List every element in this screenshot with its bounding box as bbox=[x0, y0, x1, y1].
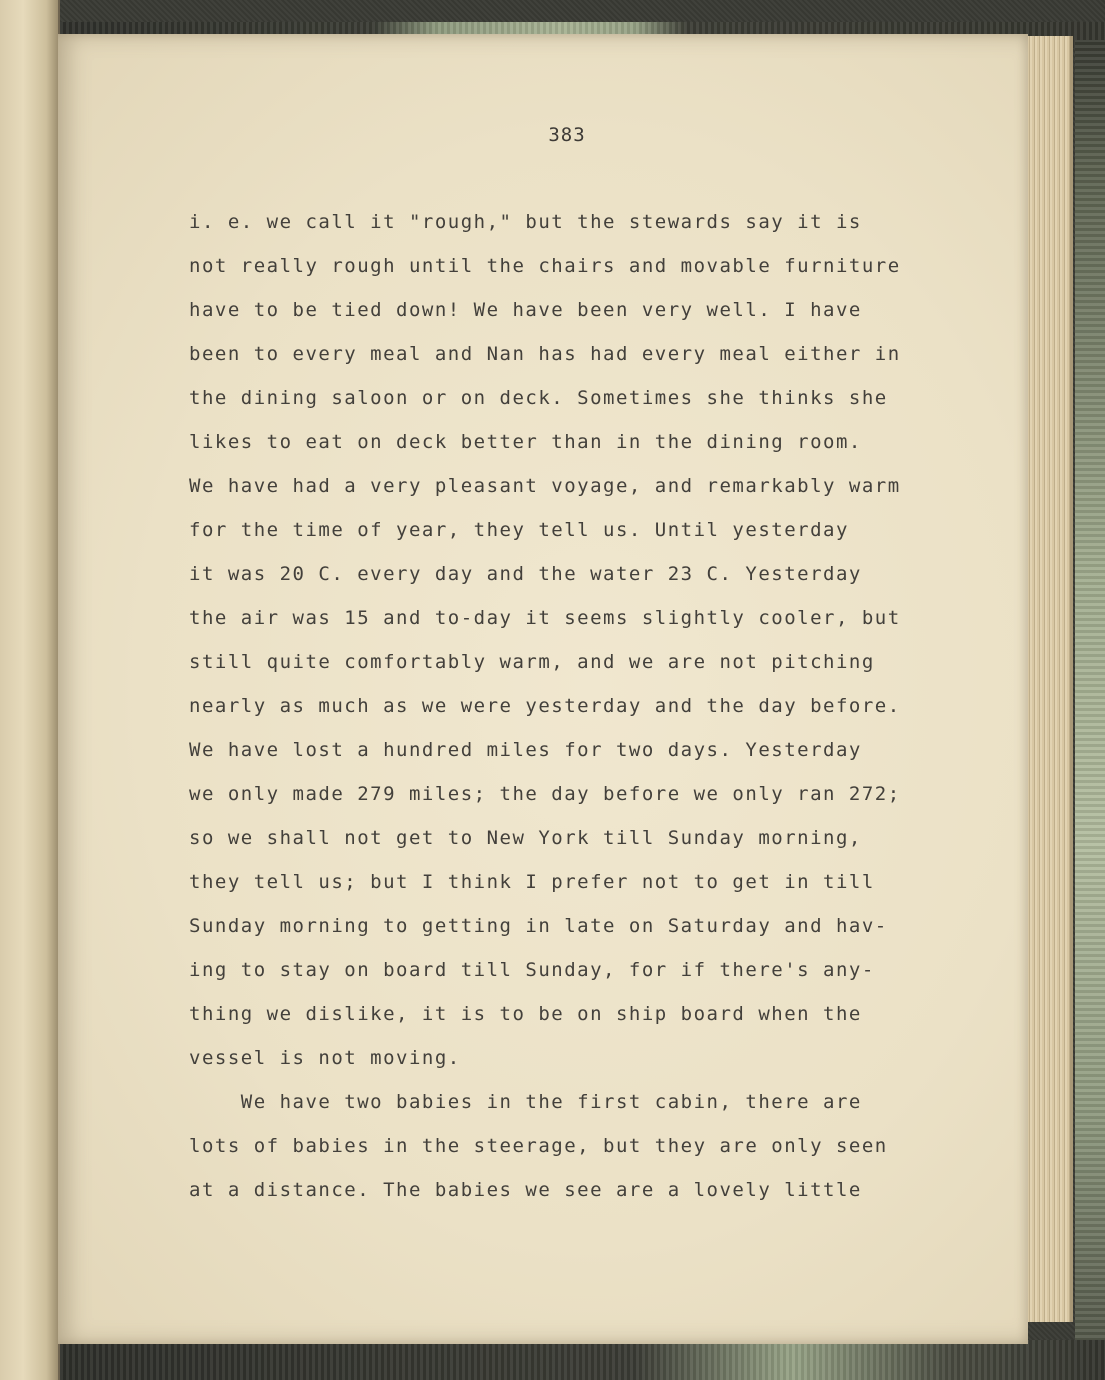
text-line: been to every meal and Nan has had every meal either in bbox=[189, 343, 901, 365]
text-line: the air was 15 and to-day it seems slightly cooler, but bbox=[189, 607, 901, 629]
text-line: it was 20 C. every day and the water 23 C. Yesterday bbox=[189, 563, 862, 585]
text-line: have to be tied down! We have been very well. I have bbox=[189, 299, 862, 321]
typewritten-page bbox=[58, 34, 1028, 1344]
text-line: the dining saloon or on deck. Sometimes she thinks she bbox=[189, 387, 888, 409]
page-number: 383 bbox=[548, 124, 586, 146]
text-line: for the time of year, they tell us. Until yesterday bbox=[189, 519, 849, 541]
text-line: not really rough until the chairs and movable furniture bbox=[189, 255, 901, 277]
text-line: lots of babies in the steerage, but they are only seen bbox=[189, 1135, 888, 1157]
text-line: so we shall not get to New York till Sunday morning, bbox=[189, 827, 862, 849]
text-line: still quite comfortably warm, and we are not pitching bbox=[189, 651, 875, 673]
text-line: We have lost a hundred miles for two days. Yesterday bbox=[189, 739, 862, 761]
binding-strip-right bbox=[1075, 40, 1105, 1380]
text-line: at a distance. The babies we see are a lovely little bbox=[189, 1179, 862, 1201]
text-line: likes to eat on deck better than in the dining room. bbox=[189, 431, 862, 453]
text-line: they tell us; but I think I prefer not to get in till bbox=[189, 871, 875, 893]
text-line: Sunday morning to getting in late on Saturday and hav- bbox=[189, 915, 888, 937]
page-stack-edges bbox=[1022, 36, 1073, 1322]
paragraph-start-line: We have two babies in the first cabin, there are bbox=[189, 1091, 862, 1113]
text-line: nearly as much as we were yesterday and the day before. bbox=[189, 695, 901, 717]
text-line: thing we dislike, it is to be on ship board when the bbox=[189, 1003, 862, 1025]
binding-strip-bottom bbox=[60, 1340, 1105, 1380]
left-page-edge bbox=[0, 0, 60, 1380]
text-line: we only made 279 miles; the day before we only ran 272; bbox=[189, 783, 901, 805]
text-line: i. e. we call it "rough," but the stewards say it is bbox=[189, 211, 862, 233]
text-line: ing to stay on board till Sunday, for if there's any- bbox=[189, 959, 875, 981]
text-line: vessel is not moving. bbox=[189, 1047, 461, 1069]
text-line: We have had a very pleasant voyage, and remarkably warm bbox=[189, 475, 901, 497]
